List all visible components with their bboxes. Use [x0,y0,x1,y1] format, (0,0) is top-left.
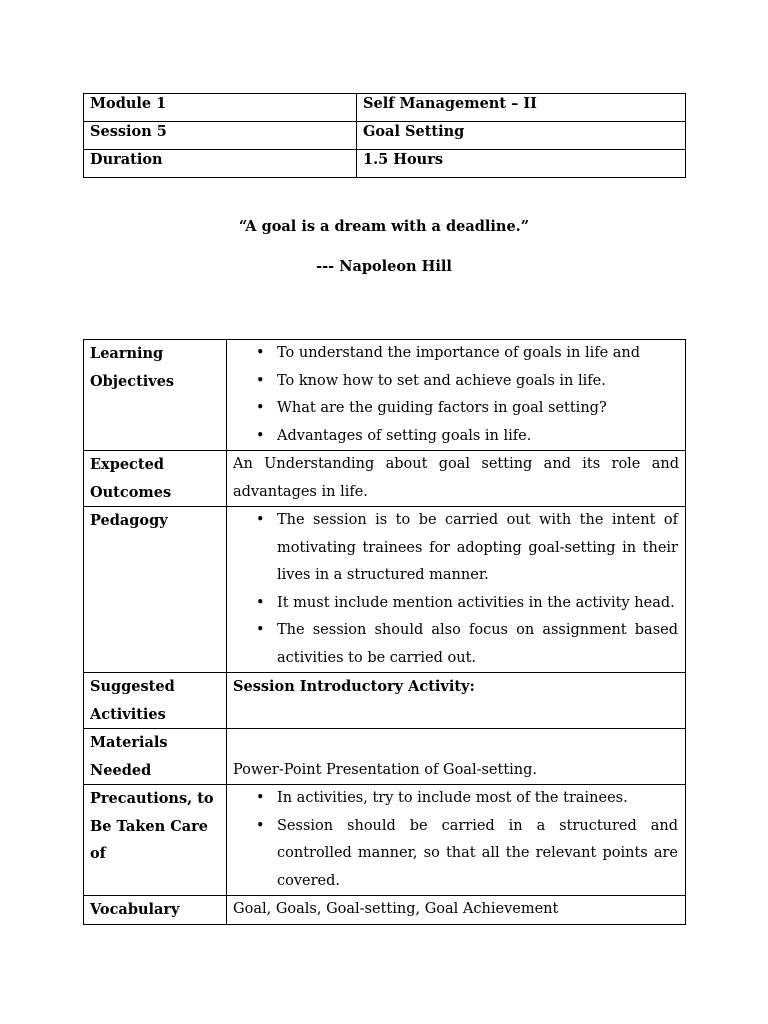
label-line: Suggested [90,678,175,695]
list-item: • The session is to be carried out with the intent of motivating trainees for adopting goal-setting in their lives in a structured manner. [277,507,679,590]
table-row [84,673,686,729]
list-item: • To understand the importance of goals in life and [277,340,679,368]
pedagogy-list [233,507,679,672]
table-row [84,785,686,896]
vocabulary-label: Vocabulary [84,896,227,925]
label-line: Outcomes [90,483,172,501]
materials-text: Power-Point Presentation of Goal-setting. [233,761,538,778]
module-value: Self Management – II [357,94,686,122]
label-line: Learning [90,345,164,362]
pedagogy-label: Pedagogy [84,507,227,673]
label-line: Needed [90,761,152,779]
precautions-label [84,785,227,896]
list-item: • It must include mention activities in the activity head. [277,590,679,618]
materials-needed-label [84,729,227,785]
suggested-activities-content: Session Introductory Activity: [227,673,686,729]
label-line: of [90,845,106,862]
precautions-list [233,785,679,895]
label-line: Be Taken Care [90,817,208,835]
table-row [84,729,686,785]
duration-label: Duration [84,150,357,178]
table-row [84,122,686,150]
list-item: • In activities, try to include most of the trainees. [277,785,679,813]
precautions-content [227,785,686,896]
session-label: Session 5 [84,122,357,150]
list-item: • What are the guiding factors in goal setting? [277,395,679,423]
vocabulary-content: Goal, Goals, Goal-setting, Goal Achievement [227,896,686,925]
table-row [84,150,686,178]
duration-value: 1.5 Hours [357,150,686,178]
list-item: • Advantages of setting goals in life. [277,423,679,451]
list-item: • Session should be carried in a structured and controlled manner, so that all the relevant points are covered. [277,813,679,896]
label-line: Activities [90,705,166,723]
session-details-table [83,339,686,925]
label-line: Materials [90,734,168,751]
table-row [84,94,686,122]
session-info-table [83,93,686,178]
objectives-list [233,340,679,450]
learning-objectives-content [227,340,686,451]
expected-outcomes-label [84,451,227,507]
quote-author: --- Napoleon Hill [316,258,452,275]
session-value: Goal Setting [357,122,686,150]
table-row [84,896,686,925]
quote-text: “A goal is a dream with a deadline.” [238,218,530,235]
suggested-activities-label [84,673,227,729]
list-item: • The session should also focus on assignment based activities to be carried out. [277,617,679,672]
table-row [84,340,686,451]
list-item: • To know how to set and achieve goals in life. [277,368,679,396]
module-label: Module 1 [84,94,357,122]
table-row [84,507,686,673]
label-line: Precautions, to [90,790,214,807]
table-row [84,451,686,507]
label-line: Expected [90,456,164,473]
pedagogy-content [227,507,686,673]
materials-needed-content [227,729,686,785]
expected-outcomes-content: An Understanding about goal setting and its role and advantages in life. [227,451,686,507]
blank-line [233,729,679,757]
learning-objectives-label [84,340,227,451]
label-line: Objectives [90,372,175,390]
